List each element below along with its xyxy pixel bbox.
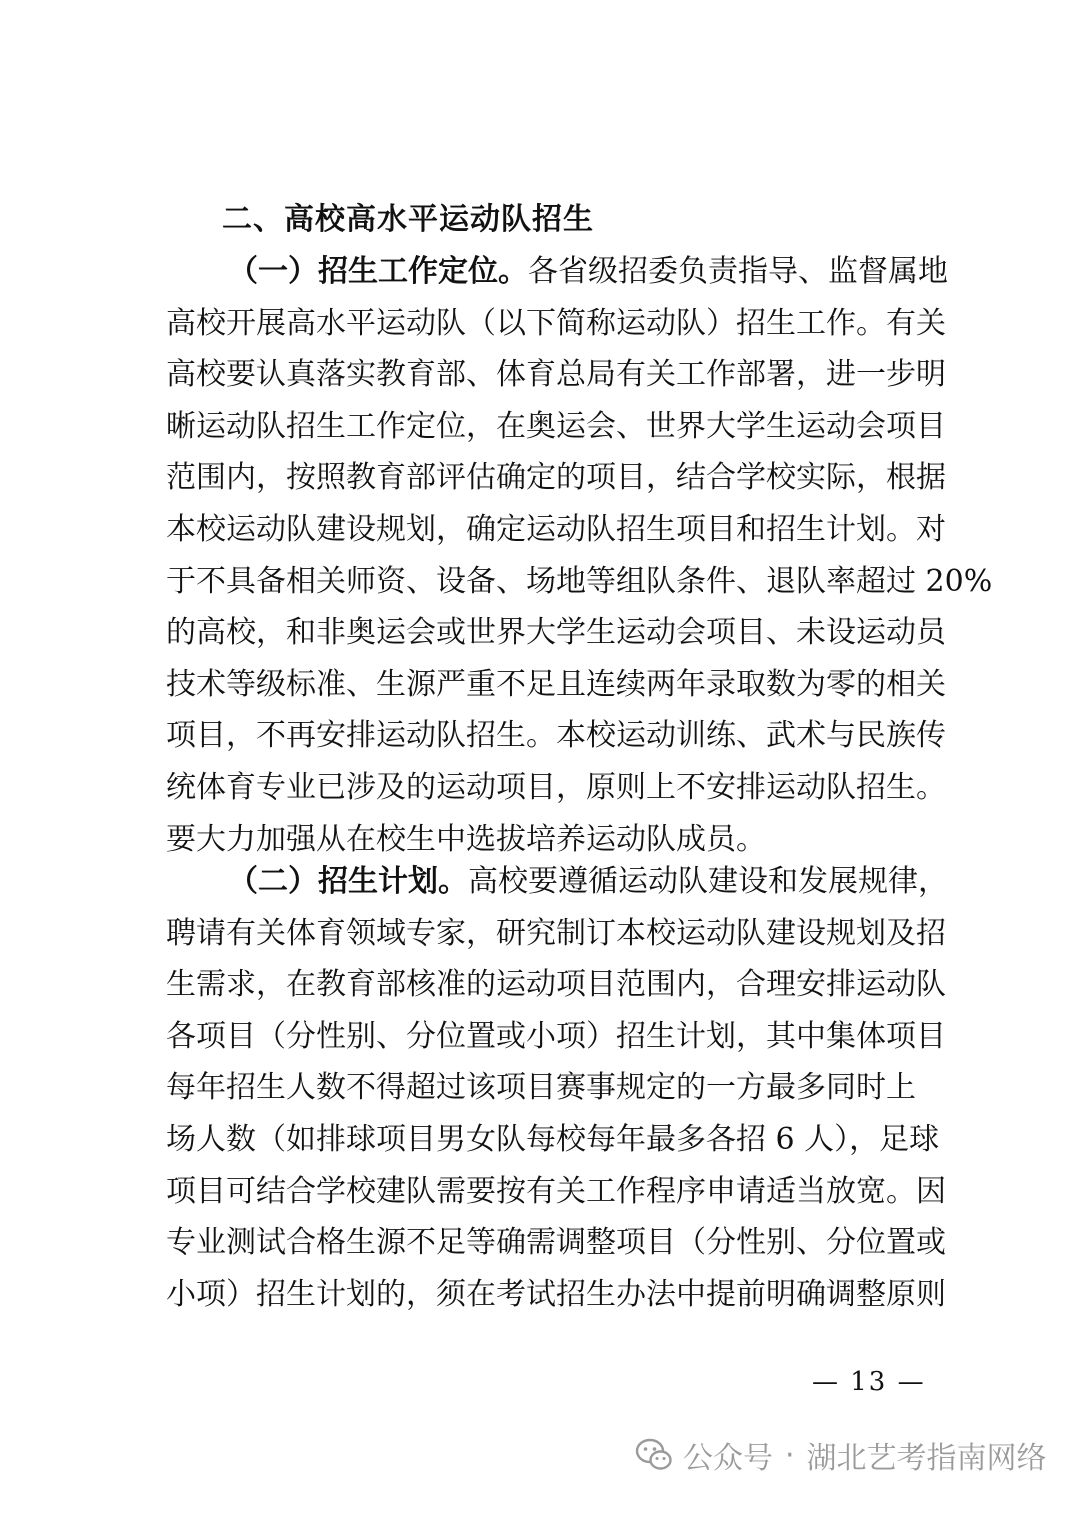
paragraph-line: 各项目（分性别、分位置或小项）招生计划，其中集体项目 bbox=[166, 1018, 946, 1054]
paragraph-line: 于不具备相关师资、设备、场地等组队条件、退队率超过 20% bbox=[166, 563, 993, 599]
paragraph-line: 项目，不再安排运动队招生。本校运动训练、武术与民族传 bbox=[166, 718, 946, 754]
paragraph-line: 技术等级标准、生源严重不足且连续两年录取数为零的相关 bbox=[166, 666, 946, 702]
section-1-lead: （一）招生工作定位。 bbox=[228, 254, 528, 289]
paragraph-line: （二）招生计划。高校要遵循运动队建设和发展规律， bbox=[228, 864, 948, 899]
paragraph-line: （一）招生工作定位。各省级招委负责指导、监督属地 bbox=[228, 254, 948, 289]
paragraph-line: 专业测试合格生源不足等确需调整项目（分性别、分位置或 bbox=[166, 1225, 946, 1261]
section-2-lead: （二）招生计划。 bbox=[228, 864, 468, 899]
paragraph-line: 小项）招生计划的，须在考试招生办法中提前明确调整原则 bbox=[166, 1276, 946, 1312]
page-number: — 13 — bbox=[812, 1367, 926, 1397]
paragraph-line: 场人数（如排球项目男女队每校每年最多各招 6 人），足球 bbox=[166, 1121, 940, 1157]
watermark-account-name: 湖北艺考指南网络 bbox=[806, 1441, 1047, 1476]
paragraph-line: 项目可结合学校建队需要按有关工作程序申请适当放宽。因 bbox=[166, 1173, 946, 1209]
watermark bbox=[635, 1430, 1047, 1480]
paragraph-line: 每年招生人数不得超过该项目赛事规定的一方最多同时上 bbox=[166, 1070, 916, 1106]
wechat-icon bbox=[635, 1438, 673, 1472]
paragraph-line: 的高校，和非奥运会或世界大学生运动会项目、未设运动员 bbox=[166, 615, 946, 651]
paragraph-line: 要大力加强从在校生中选拔培养运动队成员。 bbox=[166, 821, 766, 857]
section-heading: 二、高校高水平运动队招生 bbox=[222, 202, 594, 237]
paragraph-line: 聘请有关体育领域专家，研究制订本校运动队建设规划及招 bbox=[166, 915, 946, 951]
section-2-paragraph bbox=[166, 856, 948, 1320]
paragraph-line: 生需求，在教育部核准的运动项目范围内，合理安排运动队 bbox=[166, 967, 946, 1003]
paragraph-line: 统体育专业已涉及的运动项目，原则上不安排运动队招生。 bbox=[166, 769, 946, 805]
paragraph-line: 晰运动队招生工作定位，在奥运会、世界大学生运动会项目 bbox=[166, 408, 946, 444]
paragraph-line: 本校运动队建设规划，确定运动队招生项目和招生计划。对 bbox=[166, 511, 946, 547]
paragraph-line: 高校要认真落实教育部、体育总局有关工作部署，进一步明 bbox=[166, 357, 946, 393]
watermark-account-label: 公众号 bbox=[683, 1441, 773, 1476]
watermark-separator: · bbox=[785, 1437, 795, 1473]
section-1-paragraph bbox=[166, 246, 993, 865]
paragraph-line: 高校开展高水平运动队（以下简称运动队）招生工作。有关 bbox=[166, 305, 946, 341]
paragraph-line: 范围内，按照教育部评估确定的项目，结合学校实际，根据 bbox=[166, 460, 946, 496]
